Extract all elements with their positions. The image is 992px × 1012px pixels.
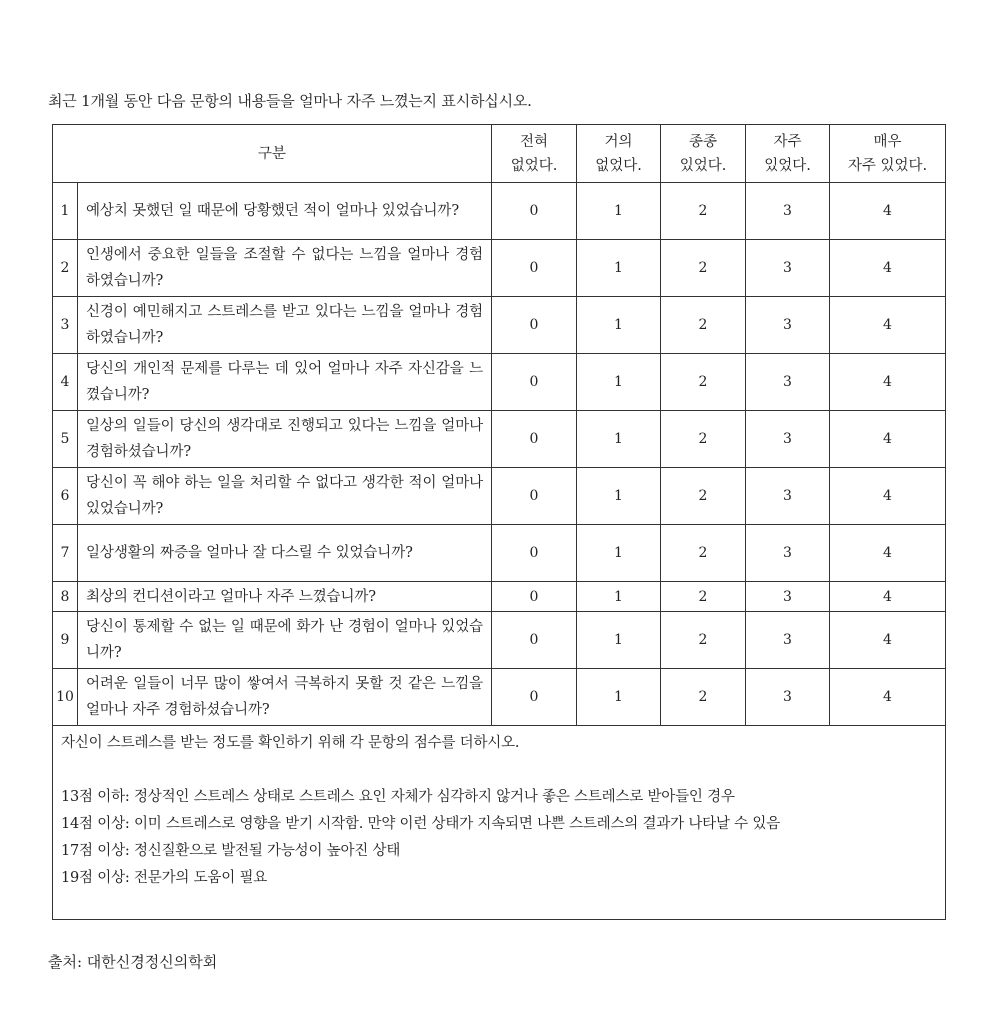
score-cell[interactable]: 3 — [746, 354, 830, 411]
scoring-guide — [53, 726, 946, 920]
instruction-text: 최근 1개월 동안 다음 문항의 내용들을 얼마나 자주 느꼈는지 표시하십시오. — [48, 92, 532, 110]
item-number: 2 — [53, 240, 78, 297]
score-cell[interactable]: 3 — [746, 183, 830, 240]
item-question: 예상치 못했던 일 때문에 당황했던 적이 얼마나 있었습니까? — [78, 183, 492, 240]
scoring-level: 17점 이상: 정신질환으로 발전될 가능성이 높아진 상태 — [61, 843, 401, 859]
score-cell[interactable]: 0 — [492, 354, 577, 411]
score-cell[interactable]: 1 — [577, 582, 661, 612]
score-cell[interactable]: 2 — [661, 525, 746, 582]
score-cell[interactable]: 2 — [661, 183, 746, 240]
score-cell[interactable]: 1 — [577, 297, 661, 354]
score-cell[interactable]: 1 — [577, 468, 661, 525]
score-cell[interactable]: 1 — [577, 612, 661, 669]
item-question: 일상의 일들이 당신의 생각대로 진행되고 있다는 느낌을 얼마나 경험하셨습니까? — [78, 411, 492, 468]
item-question: 당신의 개인적 문제를 다루는 데 있어 얼마나 자주 자신감을 느꼈습니까? — [78, 354, 492, 411]
score-cell[interactable]: 2 — [661, 240, 746, 297]
score-cell[interactable]: 4 — [830, 354, 946, 411]
score-cell[interactable]: 4 — [830, 240, 946, 297]
score-cell[interactable]: 3 — [746, 582, 830, 612]
score-cell[interactable]: 2 — [661, 612, 746, 669]
score-cell[interactable]: 2 — [661, 669, 746, 726]
item-question: 당신이 꼭 해야 하는 일을 처리할 수 없다고 생각한 적이 얼마나 있었습니까? — [78, 468, 492, 525]
score-cell[interactable]: 1 — [577, 669, 661, 726]
item-question: 일상생활의 짜증을 얼마나 잘 다스릴 수 있었습니까? — [78, 525, 492, 582]
table-row — [53, 411, 946, 468]
item-question: 어려운 일들이 너무 많이 쌓여서 극복하지 못할 것 같은 느낌을 얼마나 자주 경험하셨습니까? — [78, 669, 492, 726]
score-cell[interactable]: 0 — [492, 411, 577, 468]
score-cell[interactable]: 4 — [830, 525, 946, 582]
stress-scale-table — [52, 124, 946, 920]
item-number: 1 — [53, 183, 78, 240]
score-cell[interactable]: 3 — [746, 669, 830, 726]
score-cell[interactable]: 4 — [830, 411, 946, 468]
score-cell[interactable]: 3 — [746, 468, 830, 525]
scoring-row — [53, 726, 946, 920]
scoring-instruction: 자신이 스트레스를 받는 정도를 확인하기 위해 각 문항의 점수를 더하시오. — [61, 735, 520, 751]
item-question: 인생에서 중요한 일들을 조절할 수 없다는 느낌을 얼마나 경험하였습니까? — [78, 240, 492, 297]
table-row — [53, 582, 946, 612]
score-cell[interactable]: 3 — [746, 297, 830, 354]
scoring-level: 19점 이상: 전문가의 도움이 필요 — [61, 870, 268, 886]
item-question: 최상의 컨디션이라고 얼마나 자주 느꼈습니까? — [78, 582, 492, 612]
score-cell[interactable]: 4 — [830, 468, 946, 525]
option-header: 거의 없었다. — [577, 125, 661, 183]
item-number: 3 — [53, 297, 78, 354]
scoring-level: 13점 이하: 정상적인 스트레스 상태로 스트레스 요인 자체가 심각하지 않거나 좋은 스트레스로 받아들인 경우 — [61, 789, 735, 805]
score-cell[interactable]: 3 — [746, 240, 830, 297]
score-cell[interactable]: 1 — [577, 411, 661, 468]
score-cell[interactable]: 4 — [830, 612, 946, 669]
score-cell[interactable]: 1 — [577, 525, 661, 582]
item-number: 6 — [53, 468, 78, 525]
item-question: 당신이 통제할 수 없는 일 때문에 화가 난 경험이 얼마나 있었습니까? — [78, 612, 492, 669]
score-cell[interactable]: 4 — [830, 669, 946, 726]
table-row — [53, 525, 946, 582]
score-cell[interactable]: 3 — [746, 411, 830, 468]
category-header: 구분 — [53, 125, 492, 183]
item-number: 10 — [53, 669, 78, 726]
item-number: 5 — [53, 411, 78, 468]
score-cell[interactable]: 4 — [830, 297, 946, 354]
score-cell[interactable]: 0 — [492, 582, 577, 612]
score-cell[interactable]: 1 — [577, 183, 661, 240]
item-number: 4 — [53, 354, 78, 411]
score-cell[interactable]: 0 — [492, 525, 577, 582]
score-cell[interactable]: 0 — [492, 183, 577, 240]
score-cell[interactable]: 2 — [661, 411, 746, 468]
item-number: 9 — [53, 612, 78, 669]
item-number: 7 — [53, 525, 78, 582]
score-cell[interactable]: 1 — [577, 240, 661, 297]
score-cell[interactable]: 4 — [830, 183, 946, 240]
score-cell[interactable]: 1 — [577, 354, 661, 411]
scoring-level: 14점 이상: 이미 스트레스로 영향을 받기 시작함. 만약 이런 상태가 지속되면 나쁜 스트레스의 결과가 나타날 수 있음 — [61, 816, 781, 832]
score-cell[interactable]: 3 — [746, 525, 830, 582]
table-row — [53, 354, 946, 411]
option-header: 자주 있었다. — [746, 125, 830, 183]
item-question: 신경이 예민해지고 스트레스를 받고 있다는 느낌을 얼마나 경험하였습니까? — [78, 297, 492, 354]
option-header: 전혀 없었다. — [492, 125, 577, 183]
score-cell[interactable]: 2 — [661, 354, 746, 411]
score-cell[interactable]: 2 — [661, 582, 746, 612]
table-row — [53, 240, 946, 297]
score-cell[interactable]: 0 — [492, 297, 577, 354]
option-header: 종종 있었다. — [661, 125, 746, 183]
table-row — [53, 612, 946, 669]
option-header: 매우 자주 있었다. — [830, 125, 946, 183]
score-cell[interactable]: 2 — [661, 297, 746, 354]
score-cell[interactable]: 4 — [830, 582, 946, 612]
table-row — [53, 468, 946, 525]
table-row — [53, 297, 946, 354]
score-cell[interactable]: 0 — [492, 669, 577, 726]
score-cell[interactable]: 2 — [661, 468, 746, 525]
source-citation: 출처: 대한신경정신의학회 — [48, 953, 218, 971]
score-cell[interactable]: 0 — [492, 240, 577, 297]
item-number: 8 — [53, 582, 78, 612]
score-cell[interactable]: 0 — [492, 612, 577, 669]
table-row — [53, 669, 946, 726]
header-row — [53, 125, 946, 183]
score-cell[interactable]: 0 — [492, 468, 577, 525]
table-row — [53, 183, 946, 240]
score-cell[interactable]: 3 — [746, 612, 830, 669]
